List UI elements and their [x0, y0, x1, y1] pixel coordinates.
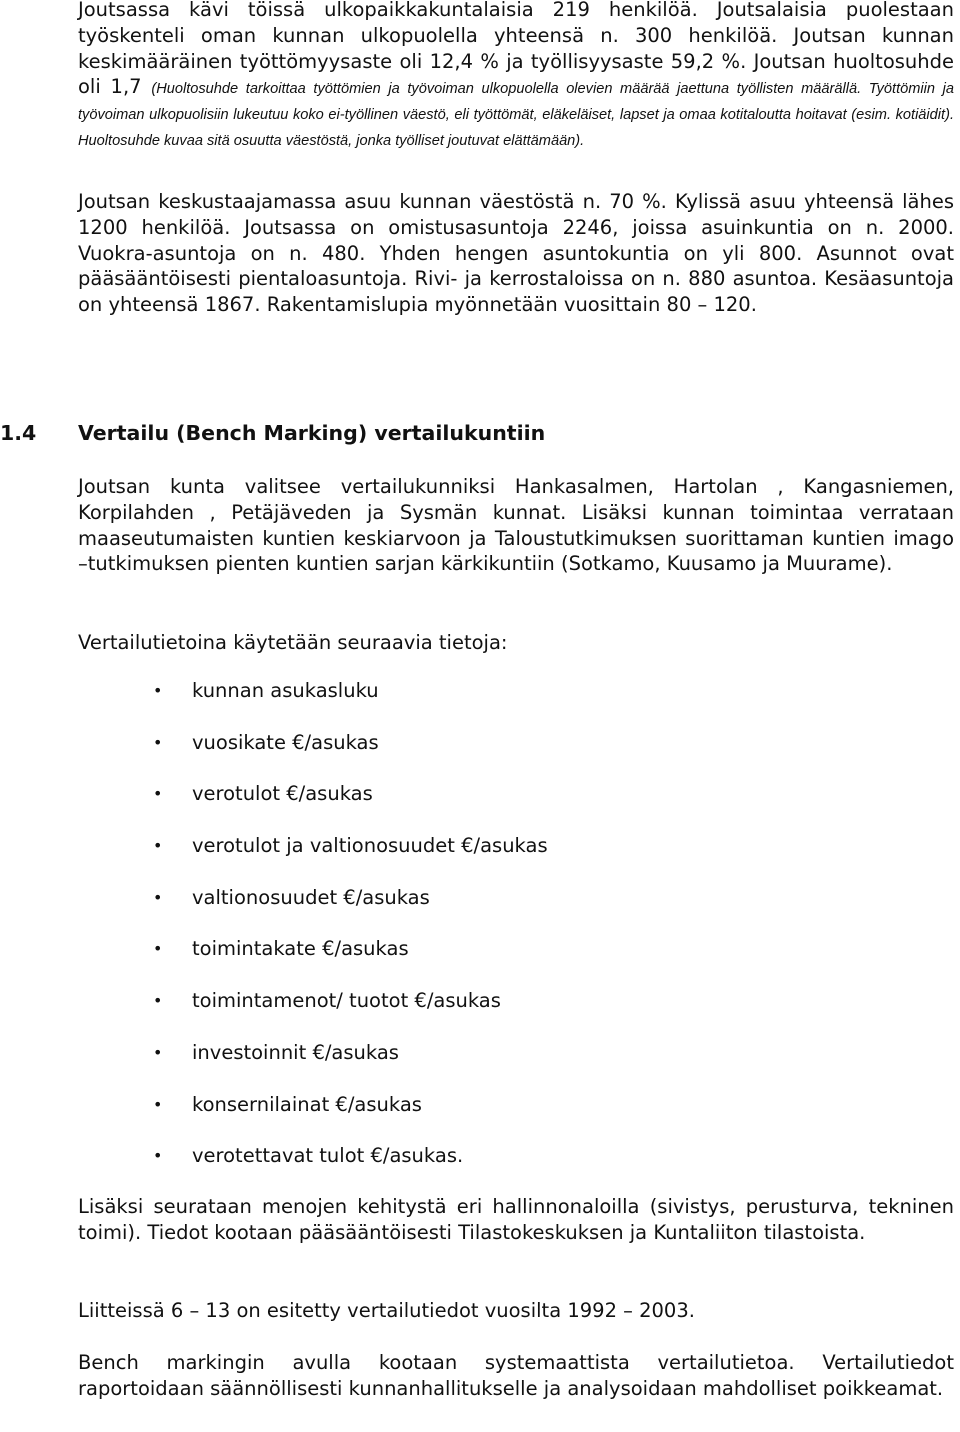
comparison-municipalities-paragraph: Joutsan kunta valitsee vertailukunniksi Hankasalmen, Hartolan , Kangasniemen, Korpilahden , Petäjäveden ja Sysmän kunnat. Lisäksi kunnan toimintaa verrataan maaseutumaisten kuntien keskiarvoon ja Taloustutkimuksen suorittaman kuntien imago –tutkimuksen pienten kuntien sarjan kärkikuntiin (Sotkamo, Kuusamo ja Muurame).	[78, 475, 954, 576]
list-item-text: vuosikate €/asukas	[192, 730, 379, 754]
bullet-icon: •	[153, 732, 163, 752]
expenditure-tracking-paragraph: Lisäksi seurataan menojen kehitystä eri hallinnonaloilla (sivistys, perusturva, tekninen toimi). Tiedot kootaan pääsääntöisesti Tilastokeskuksen ja Kuntaliiton tilastoista.	[78, 1195, 954, 1244]
bullet-icon: •	[153, 1042, 163, 1062]
bullet-icon: •	[153, 939, 163, 959]
list-item-text: valtionosuudet €/asukas	[192, 885, 430, 909]
dependency-ratio-note: (Huoltosuhde tarkoittaa työttömien ja työvoiman ulkopuolella olevien määrää jaettuna työllisten määrällä. Työttömiin ja työvoiman ulkopuolisiin lukeutuu koko ei-työllinen väestö, eli työttömät, eläkeläiset, lapset ja omaa kotitaloutta hoitavat (esim. kotiäidit). Huoltosuhde kuvaa sitä osuutta väestöstä, jonka työlliset joutuvat elättämään).	[78, 81, 954, 150]
intro-paragraph-housing: Joutsan keskustaajamassa asuu kunnan väestöstä n. 70 %. Kylissä asuu yhteensä lähes 1200 henkilöä. Joutsassa on omistusasuntoja 2246, joissa asuinkuntia on n. 2000. Vuokra-asuntoja on n. 480. Yhden hengen asuntokuntia on yli 800. Asunnot ovat pääsääntöisesti pientaloasuntoja. Rivi- ja kerrostaloissa on n. 880 asuntoa. Kesäasuntoja on yhteensä 1867. Rakentamislupia myönnetään vuosittain 80 – 120.	[78, 190, 954, 317]
bullet-icon: •	[153, 836, 163, 856]
list-item-text: toimintakate €/asukas	[192, 937, 409, 961]
section-heading	[0, 421, 960, 445]
appendix-reference-paragraph: Liitteissä 6 – 13 on esitetty vertailutiedot vuosilta 1992 – 2003.	[78, 1299, 695, 1322]
list-item-text: kunnan asukasluku	[192, 679, 379, 702]
list-item-text: toimintamenot/ tuotot €/asukas	[192, 989, 501, 1013]
bullet-icon: •	[153, 1146, 163, 1166]
comparison-indicators-list	[78, 678, 548, 1195]
list-item	[78, 936, 548, 988]
list-item	[78, 1040, 548, 1092]
bullet-icon: •	[153, 784, 163, 804]
bullet-icon: •	[153, 887, 163, 907]
benchmarking-summary-paragraph: Bench markingin avulla kootaan systemaattista vertailutietoa. Vertailutiedot raportoidaan säännöllisesti kunnanhallitukselle ja analysoidaan mahdolliset poikkeamat.	[78, 1351, 954, 1400]
section-number: 1.4	[0, 421, 37, 445]
list-item	[78, 781, 548, 833]
list-item	[78, 833, 548, 885]
list-item-text: verotulot ja valtionosuudet €/asukas	[192, 834, 548, 858]
list-item-text: verotettavat tulot €/asukas.	[192, 1144, 464, 1168]
list-item	[78, 730, 548, 782]
list-intro: Vertailutietoina käytetään seuraavia tietoja:	[78, 631, 508, 654]
list-item	[78, 885, 548, 937]
list-item-text: konsernilainat €/asukas	[192, 1092, 422, 1116]
list-item	[78, 678, 548, 730]
list-item-text: investoinnit €/asukas	[192, 1040, 399, 1064]
intro-paragraph-employment-text: Joutsassa kävi töissä ulkopaikkakuntalaisia 219 henkilöä. Joutsalaisia puolestaan työskenteli oman kunnan ulkopuolella yhteensä n. 300 henkilöä. Joutsan kunnan keskimääräinen työttömyysaste oli 12,4 % ja työllisyysaste 59,2 %. Joutsan huoltosuhde oli 1,7	[78, 0, 954, 99]
list-item-text: verotulot €/asukas	[192, 782, 373, 806]
list-item	[78, 988, 548, 1040]
list-item	[78, 1092, 548, 1144]
intro-paragraph-employment	[78, 0, 954, 152]
bullet-icon: •	[153, 1094, 163, 1114]
bullet-icon: •	[153, 681, 163, 700]
bullet-icon: •	[153, 991, 163, 1011]
list-item	[78, 1143, 548, 1195]
section-title: Vertailu (Bench Marking) vertailukuntiin	[78, 421, 546, 445]
